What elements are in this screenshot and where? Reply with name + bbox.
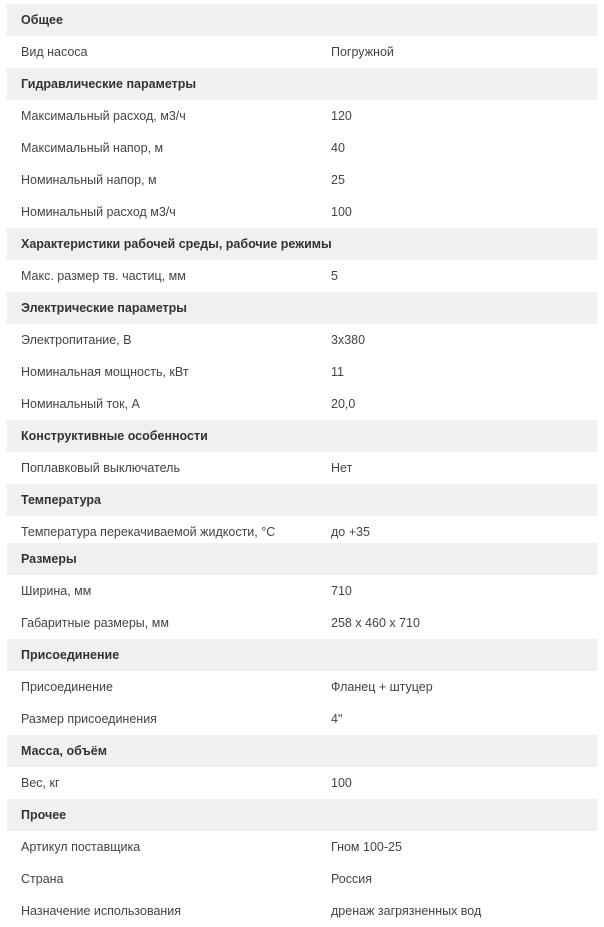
row-value: 710 (331, 584, 352, 598)
section-header-design (7, 420, 597, 452)
row-value: 20,0 (331, 397, 356, 411)
row-value: 5 (331, 269, 338, 283)
section-title: Прочее (21, 808, 67, 822)
table-row (7, 575, 597, 607)
row-value: 11 (331, 365, 344, 379)
row-label: Вес, кг (21, 776, 60, 790)
table-row (7, 36, 597, 68)
row-label: Номинальная мощность, кВт (21, 365, 189, 379)
row-value: Нет (331, 461, 353, 475)
table-row (7, 196, 597, 228)
row-label: Электропитание, В (21, 333, 132, 347)
row-value: 3x380 (331, 333, 366, 347)
row-value: 4" (331, 712, 343, 726)
row-value: 25 (331, 173, 345, 187)
table-row (7, 671, 597, 703)
row-label: Артикул поставщика (21, 840, 141, 854)
row-label: Номинальный напор, м (21, 173, 157, 187)
table-row (7, 767, 597, 799)
table-row (7, 703, 597, 735)
row-label: Назначение использования (21, 904, 182, 918)
row-label: Температура перекачиваемой жидкости, °С (21, 525, 276, 539)
row-label: Страна (21, 872, 64, 886)
table-row (7, 863, 597, 895)
row-label: Макс. размер тв. частиц, мм (21, 269, 186, 283)
row-label: Ширина, мм (21, 584, 92, 598)
section-title: Температура (21, 493, 101, 507)
table-row (7, 607, 597, 639)
row-value: Гном 100-25 (331, 840, 402, 854)
section-header-hydraulic (7, 68, 597, 100)
table-row (7, 132, 597, 164)
section-header-dimensions (7, 543, 597, 575)
section-title: Электрические параметры (21, 301, 187, 315)
row-value: 120 (331, 109, 352, 123)
row-value: дренаж загрязненных вод (331, 904, 482, 918)
row-value: 100 (331, 205, 352, 219)
table-row (7, 452, 597, 484)
row-label: Размер присоединения (21, 712, 157, 726)
row-label: Номинальный расход м3/ч (21, 205, 176, 219)
row-value: 40 (331, 141, 345, 155)
row-label: Максимальный расход, м3/ч (21, 109, 186, 123)
section-header-mass (7, 735, 597, 767)
row-label: Номинальный ток, А (21, 397, 140, 411)
row-value: Погружной (331, 45, 394, 59)
section-title: Размеры (21, 552, 77, 566)
table-row (7, 388, 597, 420)
table-row (7, 895, 597, 927)
row-label: Габаритные размеры, мм (21, 616, 169, 630)
section-header-working-medium (7, 228, 597, 260)
section-header-temperature (7, 484, 597, 516)
section-title: Общее (21, 13, 63, 27)
row-value: 100 (331, 776, 352, 790)
row-value: Россия (331, 872, 372, 886)
row-value: 258 x 460 x 710 (331, 616, 420, 630)
table-row (7, 831, 597, 863)
table-row (7, 324, 597, 356)
section-title: Характеристики рабочей среды, рабочие режимы (21, 237, 332, 251)
row-label: Вид насоса (21, 45, 88, 59)
section-header-electrical (7, 292, 597, 324)
row-label: Присоединение (21, 680, 113, 694)
section-header-other (7, 799, 597, 831)
section-title: Масса, объём (21, 744, 107, 758)
table-row (7, 100, 597, 132)
row-label: Поплавковый выключатель (21, 461, 180, 475)
section-title: Конструктивные особенности (21, 429, 208, 443)
table-row (7, 356, 597, 388)
section-title: Присоединение (21, 648, 120, 662)
row-value: Фланец + штуцер (331, 680, 433, 694)
section-header-general (7, 4, 597, 36)
section-title: Гидравлические параметры (21, 77, 197, 91)
section-header-connection (7, 639, 597, 671)
table-row (7, 260, 597, 292)
table-row (7, 164, 597, 196)
row-label: Максимальный напор, м (21, 141, 164, 155)
row-value: до +35 (331, 525, 370, 539)
